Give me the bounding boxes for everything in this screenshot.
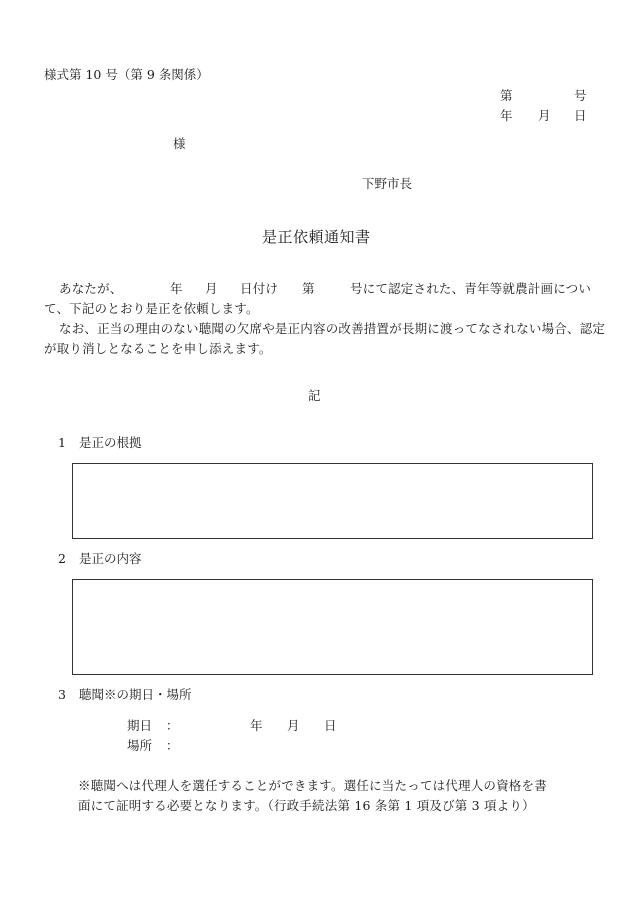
section2-number: 2 (58, 551, 66, 566)
section1-content-box[interactable] (72, 463, 593, 539)
document-title: 是正依頼通知書 (262, 228, 371, 246)
hearing-year-label: 年 (250, 718, 263, 733)
date-month-label: 月 (538, 108, 551, 123)
note-line2: 面にて証明する必要となります。（行政手続法第 16 条第 1 項及び第 3 項より） (78, 798, 535, 813)
hearing-place-label: 場所 (127, 738, 153, 753)
hearing-day-label: 日 (324, 718, 337, 733)
document-number-prefix: 第 (500, 88, 513, 103)
para1-month-label: 月 (205, 281, 218, 296)
section1-number: 1 (58, 435, 66, 450)
para2-line1: なお、正当の理由のない聴聞の欠席や是正内容の改善措置が長期に渡ってなされない場合、認定 (59, 321, 606, 336)
date-year-label: 年 (500, 108, 513, 123)
date-day-label: 日 (574, 108, 587, 123)
para2-line2: が取り消しとなることを申し添えます。 (44, 341, 272, 356)
para1-no-prefix: 第 (302, 281, 315, 296)
hearing-date-colon: ： (166, 718, 179, 733)
note-line1: ※聴聞へは代理人を選任することができます。選任に当たっては代理人の資格を書 (78, 778, 547, 793)
hearing-place-colon: ： (166, 738, 179, 753)
issuer-name: 下野市長 (362, 176, 413, 191)
form-number: 様式第 10 号（第 9 条関係） (44, 67, 209, 82)
para1-year-label: 年 (170, 281, 183, 296)
hearing-date-label: 期日 (127, 718, 153, 733)
para1-intro: あなたが、 (59, 281, 123, 296)
hearing-month-label: 月 (287, 718, 300, 733)
section3-label: 聴聞※の期日・場所 (79, 687, 192, 702)
addressee-honorific: 様 (173, 136, 186, 151)
section3-number: 3 (58, 687, 66, 702)
para1-rest: 号にて認定された、青年等就農計画につい (350, 281, 592, 296)
ki-heading: 記 (308, 388, 321, 403)
section2-label: 是正の内容 (79, 551, 142, 566)
para1-date-suffix: 日付け (240, 281, 279, 296)
section1-label: 是正の根拠 (79, 435, 142, 450)
document-number-suffix: 号 (574, 88, 587, 103)
para1-line2: て、下記のとおり是正を依頼します。 (44, 301, 259, 316)
section2-content-box[interactable] (72, 579, 593, 675)
